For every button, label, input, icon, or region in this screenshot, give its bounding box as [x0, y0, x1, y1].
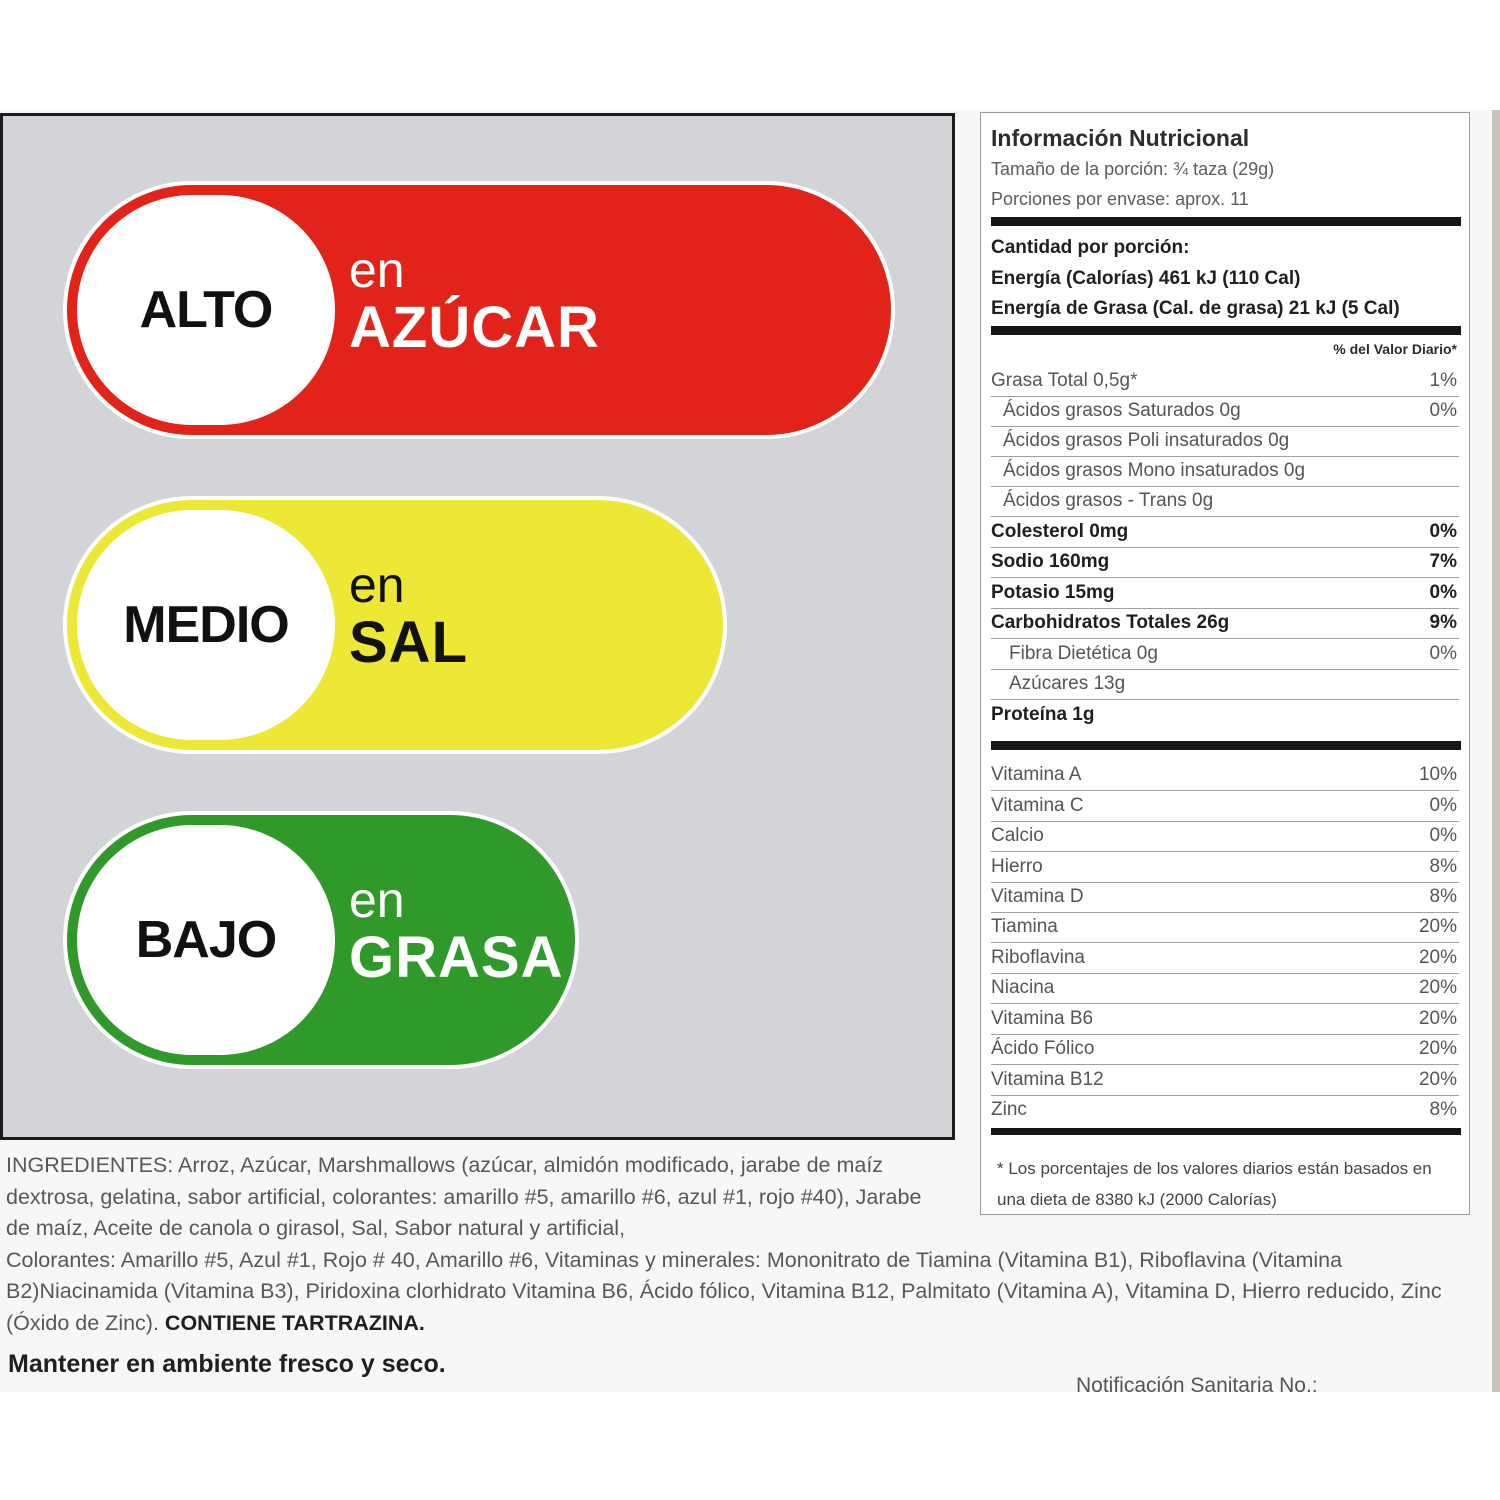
vitamin-pct: 20%	[1418, 977, 1457, 998]
vitamin-label: Vitamina B12	[991, 1069, 1104, 1090]
nutrition-facts-panel	[980, 112, 1470, 1215]
serving-size: Tamaño de la porción: ¾ taza (29g)	[991, 159, 1275, 179]
vitamin-label: Tiamina	[991, 916, 1058, 937]
salt-nutrient: SAL	[349, 610, 468, 675]
nutrient-label: Fibra Dietética 0g	[1009, 643, 1158, 664]
ingredients-part2: Colorantes: Amarillo #5, Azul #1, Rojo # 40, Amarillo #6, Vitaminas y minerales: Mononitrato de Tiamina (Vitamina B1), Riboflavina (Vitamina B2)Niacinamida (Vitamina B3), Piridoxina clorhidrato Vitamina B6, Ácido fólico, Vitamina B12, Palmitato (Vitamina A), Vitamina D, Hierro reducido, Zinc (Óxido de Zinc).	[6, 1247, 1442, 1335]
nutrient-pct: 0%	[1429, 400, 1457, 421]
daily-value-header: % del Valor Diario*	[1333, 341, 1457, 357]
vitamin-row	[991, 1096, 1459, 1126]
vitamin-pct: 8%	[1429, 1099, 1457, 1120]
vitamin-pct: 20%	[1418, 947, 1457, 968]
vitamin-label: Vitamina B6	[991, 1008, 1094, 1029]
fat-text	[349, 872, 564, 990]
nutrient-row	[991, 518, 1459, 548]
nutrient-label: Proteína 1g	[991, 704, 1095, 725]
servings-per-container: Porciones por envase: aprox. 11	[991, 189, 1249, 209]
vitamin-label: Vitamina C	[991, 795, 1084, 816]
nutrient-label: Sodio 160mg	[991, 551, 1110, 572]
vitamin-pct: 20%	[1418, 1069, 1457, 1090]
nutrient-label: Carbohidratos Totales 26g	[991, 612, 1230, 633]
vitamin-row	[991, 913, 1459, 943]
vitamin-pct: 20%	[1418, 1008, 1457, 1029]
nutrient-pct: 0%	[1429, 521, 1457, 542]
vitamin-pct: 0%	[1429, 795, 1457, 816]
vitamin-row	[991, 761, 1459, 791]
thick-rule	[991, 326, 1461, 335]
nutrient-label: Ácidos grasos - Trans 0g	[1003, 490, 1214, 511]
sugar-level: ALTO	[77, 195, 335, 425]
energy-line: Energía (Calorías) 461 kJ (110 Cal)	[991, 268, 1301, 289]
vitamin-pct: 10%	[1418, 764, 1457, 785]
vitamin-pct: 8%	[1429, 856, 1457, 877]
nutrient-pct: 1%	[1429, 370, 1457, 391]
nutrient-row	[991, 670, 1459, 700]
nutrient-row	[991, 609, 1459, 639]
vitamin-pct: 0%	[1429, 825, 1457, 846]
nutrient-pct: 0%	[1429, 643, 1457, 664]
fat-label	[63, 811, 579, 1069]
ingredients-part1: INGREDIENTES: Arroz, Azúcar, Marshmallows (azúcar, almidón modificado, jarabe de maíz dextrosa, gelatina, sabor artificial, colorantes: amarillo #5, amarillo #6, azul #1, rojo #40), Jarabe de maíz, Aceite de canola o girasol, Sal, Sabor natural y artificial,	[6, 1153, 922, 1240]
nutrient-row	[991, 548, 1459, 578]
nutrient-label: Ácidos grasos Saturados 0g	[1003, 400, 1241, 421]
tartrazine-warning: CONTIENE TARTRAZINA.	[164, 1310, 425, 1335]
vitamin-label: Zinc	[991, 1099, 1027, 1120]
daily-value-footnote: * Los porcentajes de los valores diarios están basados en una dieta de 8380 kJ (2000 Calorías)	[997, 1159, 1432, 1209]
thick-rule	[991, 1128, 1461, 1135]
nutrient-row	[991, 640, 1459, 670]
vitamin-label: Vitamina D	[991, 886, 1084, 907]
nutrition-title: Información Nutricional	[991, 125, 1250, 151]
storage-instructions: Mantener en ambiente fresco y seco.	[8, 1350, 446, 1378]
vitamin-row	[991, 974, 1459, 1004]
nutrient-row	[991, 579, 1459, 609]
sugar-nutrient: AZÚCAR	[349, 295, 600, 360]
vitamin-pct: 8%	[1429, 886, 1457, 907]
vitamin-label: Calcio	[991, 825, 1044, 846]
salt-text	[349, 557, 468, 675]
fat-en: en	[349, 872, 405, 928]
nutrient-pct: 0%	[1429, 582, 1457, 603]
nutrient-row	[991, 367, 1459, 397]
vitamin-label: Riboflavina	[991, 947, 1085, 968]
nutrient-row	[991, 701, 1459, 731]
vitamin-pct: 20%	[1418, 1038, 1457, 1059]
nutrient-label: Ácidos grasos Mono insaturados 0g	[1003, 460, 1306, 481]
nutrient-label: Potasio 15mg	[991, 582, 1115, 603]
nutrient-row	[991, 397, 1459, 427]
vitamin-row	[991, 1035, 1459, 1065]
sugar-en: en	[349, 242, 405, 298]
salt-level: MEDIO	[77, 510, 335, 740]
vitamin-row	[991, 792, 1459, 822]
nutrient-row	[991, 487, 1459, 517]
thick-rule	[991, 217, 1461, 226]
sanitary-notification: Notificación Sanitaria No.:	[1076, 1374, 1318, 1392]
amount-per-serving: Cantidad por porción:	[991, 237, 1190, 258]
nutrient-label: Grasa Total 0,5g*	[991, 370, 1138, 391]
vitamin-row	[991, 1005, 1459, 1035]
sugar-text	[349, 242, 600, 360]
vitamin-row	[991, 822, 1459, 852]
vitamin-row	[991, 944, 1459, 974]
salt-label	[63, 496, 727, 754]
ingredients-text	[6, 1150, 1486, 1339]
vitamin-label: Vitamina A	[991, 764, 1082, 785]
nutrient-pct: 7%	[1429, 551, 1457, 572]
fat-energy-line: Energía de Grasa (Cal. de grasa) 21 kJ (5 Cal)	[991, 298, 1400, 319]
nutrient-pct: 9%	[1429, 612, 1457, 633]
vitamin-pct: 20%	[1418, 916, 1457, 937]
vitamin-label: Ácido Fólico	[991, 1038, 1095, 1059]
thick-rule	[991, 741, 1461, 750]
vitamin-label: Niacina	[991, 977, 1055, 998]
background-margin	[0, 1392, 1500, 1500]
vitamin-row	[991, 883, 1459, 913]
package-edge	[1492, 110, 1500, 1392]
nutrient-label: Azúcares 13g	[1009, 673, 1126, 694]
nutrient-label: Colesterol 0mg	[991, 521, 1129, 542]
vitamin-label: Hierro	[991, 856, 1043, 877]
vitamin-row	[991, 853, 1459, 883]
nutrient-row	[991, 427, 1459, 457]
vitamin-row	[991, 1066, 1459, 1096]
nutrient-label: Ácidos grasos Poli insaturados 0g	[1003, 430, 1290, 451]
fat-level: BAJO	[77, 825, 335, 1055]
sugar-label	[63, 181, 895, 439]
nutrient-row	[991, 457, 1459, 487]
fat-nutrient: GRASA	[349, 925, 564, 990]
salt-en: en	[349, 557, 405, 613]
